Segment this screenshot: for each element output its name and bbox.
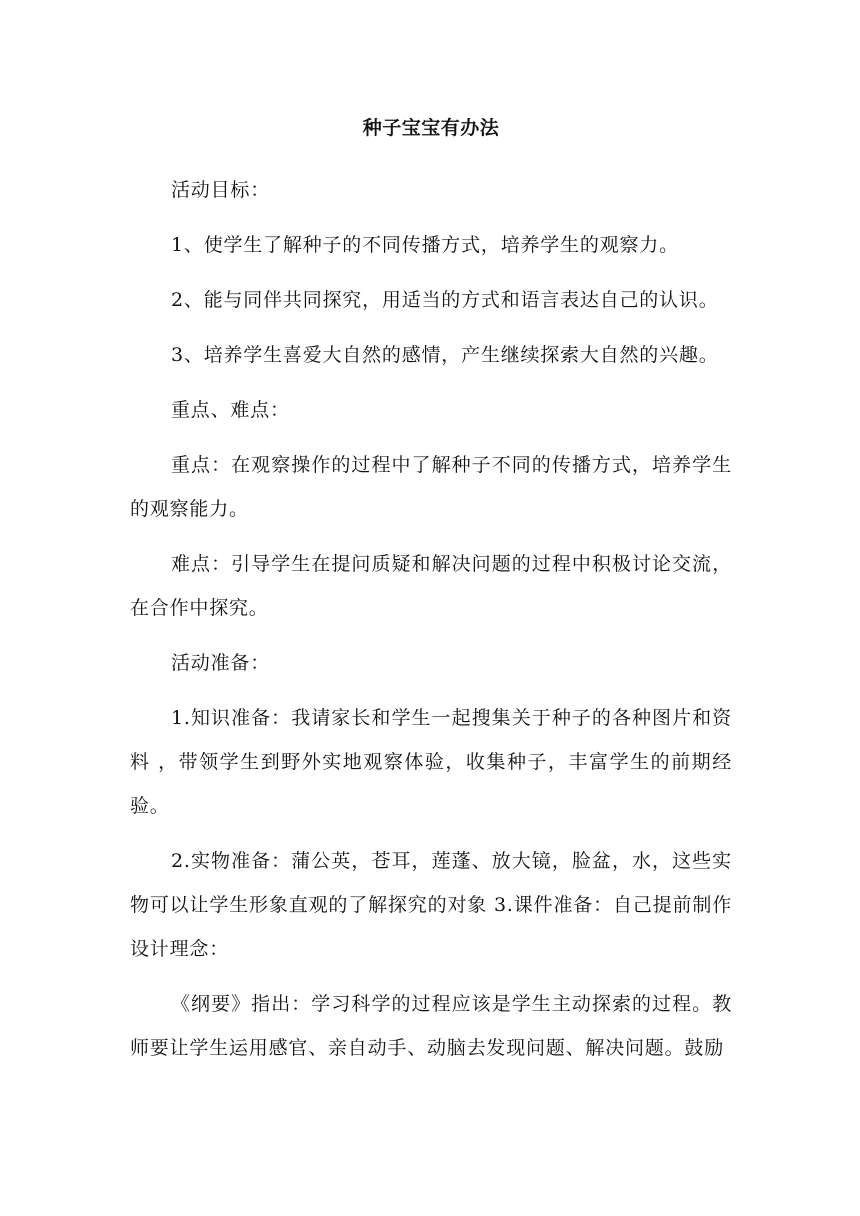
paragraph-activity-goals-heading: 活动目标： [171,179,271,201]
paragraph-guideline: 《纲要》指出：学习科学的过程应该是学生主动探索的过程。教师要让学生运用感官、亲自动手、动脑去发现问题、解决问题。鼓励 [130,993,732,1059]
paragraph-goal-1: 1、使学生了解种子的不同传播方式，培养学生的观察力。 [171,234,679,256]
document-title: 种子宝宝有办法 [362,117,500,139]
paragraph-goal-3: 3、培养学生喜爱大自然的感情，产生继续探索大自然的兴趣。 [171,344,719,366]
paragraph-difficult-point: 难点：引导学生在提问质疑和解决问题的过程中积极讨论交流，在合作中探究。 [130,553,732,619]
paragraph-key-difficult-heading: 重点、难点： [171,399,290,421]
paragraph-goal-2: 2、能与同伴共同探究，用适当的方式和语言表达自己的认识。 [171,289,719,311]
paragraph-knowledge-preparation: 1.知识准备：我请家长和学生一起搜集关于种子的各种图片和资料 ，带领学生到野外实地观察体验，收集种子，丰富学生的前期经验。 [130,707,732,817]
paragraph-key-point: 重点：在观察操作的过程中了解种子不同的传播方式，培养学生的观察能力。 [130,454,732,520]
document-body [130,112,732,1081]
paragraph-preparation-heading: 活动准备： [171,652,271,674]
paragraph-material-preparation: 2.实物准备：蒲公英，苍耳，莲蓬、放大镜，脸盆，水，这些实物可以让学生形象直观的了解探究的对象 3.课件准备：自己提前制作设计理念： [130,850,732,960]
